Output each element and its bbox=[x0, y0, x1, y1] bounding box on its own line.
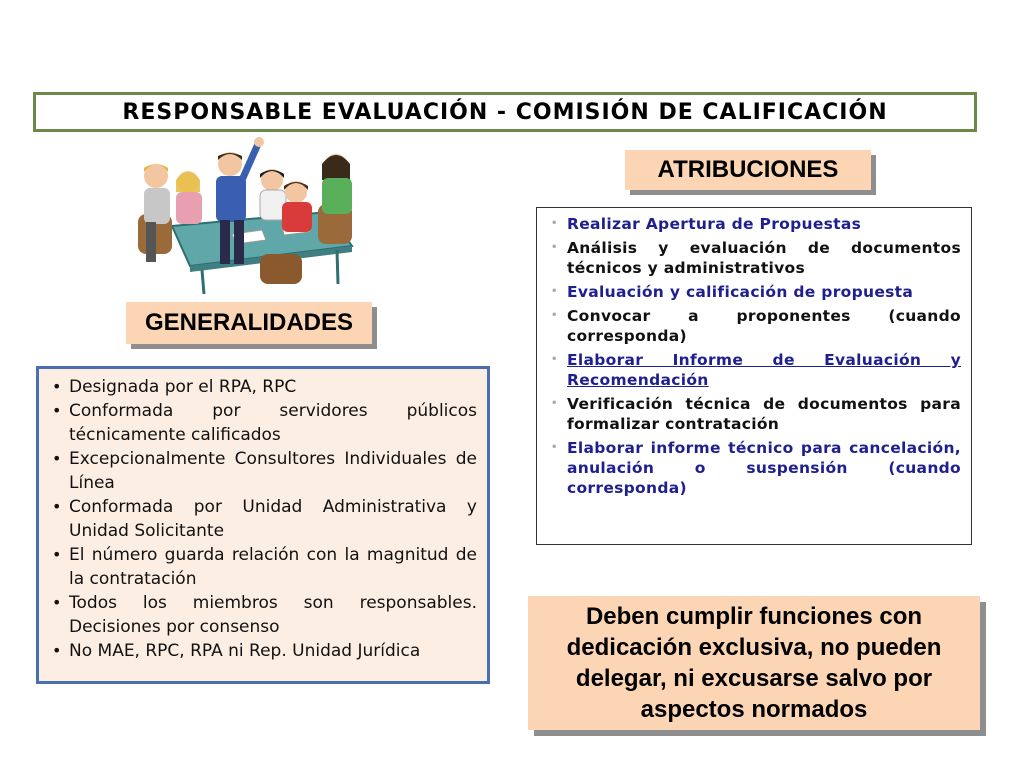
atribuciones-tag: ATRIBUCIONES bbox=[625, 150, 871, 190]
meeting-people-icon bbox=[132, 134, 366, 298]
title-box bbox=[33, 92, 977, 132]
page-title: RESPONSABLE EVALUACIÓN - COMISIÓN DE CALIFICACIÓN bbox=[122, 99, 888, 125]
atribuciones-box bbox=[536, 207, 972, 545]
generalidad-item: • Conformada por servidores públicos técnicamente calificados bbox=[49, 399, 477, 447]
generalidad-item: • Designada por el RPA, RPC bbox=[49, 375, 477, 399]
generalidades-tag: GENERALIDADES bbox=[126, 302, 372, 344]
atribucion-item-link[interactable]: • Elaborar Informe de Evaluación y Recomendación bbox=[549, 350, 961, 390]
atribucion-item: • Evaluación y calificación de propuesta bbox=[549, 282, 961, 302]
generalidad-item: • Conformada por Unidad Administrativa y Unidad Solicitante bbox=[49, 495, 477, 543]
note-box: Deben cumplir funciones con dedicación exclusiva, no pueden delegar, ni excusarse salvo por aspectos normados bbox=[528, 596, 980, 730]
atribucion-item: • Convocar a proponentes (cuando corresponda) bbox=[549, 306, 961, 346]
generalidad-item: • Excepcionalmente Consultores Individuales de Línea bbox=[49, 447, 477, 495]
atribucion-item: • Elaborar informe técnico para cancelación, anulación o suspensión (cuando corresponda) bbox=[549, 438, 961, 498]
atribucion-item: • Realizar Apertura de Propuestas bbox=[549, 214, 961, 234]
generalidad-item: • No MAE, RPC, RPA ni Rep. Unidad Jurídica bbox=[49, 639, 477, 663]
atribucion-item: • Análisis y evaluación de documentos técnicos y administrativos bbox=[549, 238, 961, 278]
generalidad-item: • El número guarda relación con la magnitud de la contratación bbox=[49, 543, 477, 591]
atribucion-item: • Verificación técnica de documentos para formalizar contratación bbox=[549, 394, 961, 434]
generalidad-item: • Todos los miembros son responsables. Decisiones por consenso bbox=[49, 591, 477, 639]
generalidades-box bbox=[36, 366, 490, 684]
